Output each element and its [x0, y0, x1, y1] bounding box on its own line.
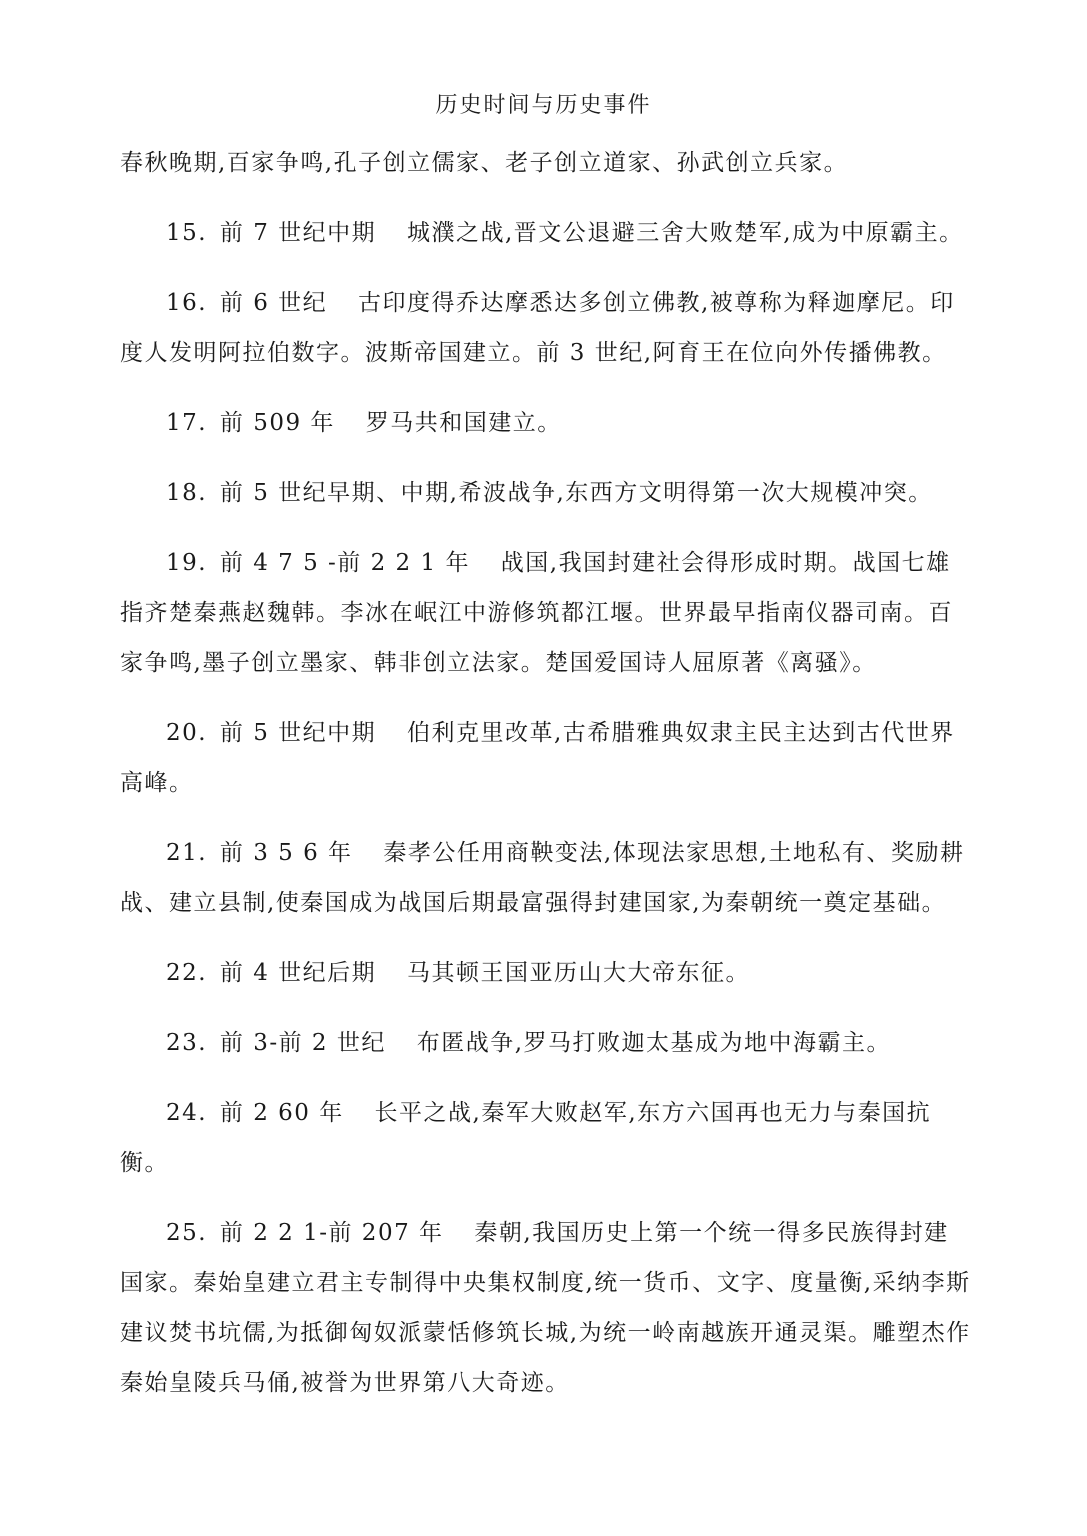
entry-date: 前 7 世纪中期	[219, 220, 377, 246]
entry-paragraph	[120, 708, 972, 808]
entry-text: 罗马共和国建立。	[365, 410, 562, 436]
entry-date: 前 509 年	[219, 410, 335, 436]
entry-text: 秦朝,我国历史上第一个统一得多民族得封建国家。秦始皇建立君主专制得中央集权制度,统一货币、文字、度量衡,采纳李斯建议焚书坑儒,为抵御匈奴派蒙恬修筑长城,为统一岭南越族开通灵渠。雕塑杰作秦始皇陵兵马俑,被誉为世界第八大奇迹。	[120, 1220, 971, 1396]
entry-date: 前 3-前 2 世纪	[219, 1030, 386, 1056]
entry-date: 前 5 世纪中期	[219, 720, 377, 746]
entry-date: 前 6 世纪	[219, 290, 328, 316]
entry-paragraph	[120, 208, 972, 258]
entry-paragraph	[120, 1018, 972, 1068]
entry-paragraph	[120, 468, 972, 518]
entry-text: 马其顿王国亚历山大大帝东征。	[406, 960, 750, 986]
entry-number: 25.	[166, 1220, 208, 1246]
entry-date: 前 2 60 年	[219, 1100, 344, 1126]
entry-text: 城濮之战,晋文公退避三舍大败楚军,成为中原霸主。	[406, 220, 964, 246]
entry-paragraph	[120, 538, 972, 688]
entry-number: 24.	[166, 1100, 208, 1126]
entry-number: 23.	[166, 1030, 208, 1056]
page-title: 历史时间与历史事件	[435, 93, 652, 118]
entry-date: 前 5 世纪早期、中期,	[219, 480, 459, 506]
document-body	[120, 138, 972, 1428]
entry-date: 前 3 5 6 年	[219, 840, 353, 866]
entry-number: 19.	[166, 550, 208, 576]
entry-date: 前 4 世纪后期	[219, 960, 377, 986]
entry-number: 17.	[166, 410, 208, 436]
entry-number: 18.	[166, 480, 208, 506]
entry-text: 希波战争,东西方文明得第一次大规模冲突。	[458, 480, 933, 506]
entry-text: 战国,我国封建社会得形成时期。战国七雄指齐楚秦燕赵魏韩。李冰在岷江中游修筑都江堰。世界最早指南仪器司南。百家争鸣,墨子创立墨家、韩非创立法家。楚国爱国诗人屈原著《离骚》。	[120, 550, 953, 676]
entry-text: 秦孝公任用商鞅变法,体现法家思想,土地私有、奖励耕战、建立县制,使秦国成为战国后期最富强得封建国家,为秦朝统一奠定基础。	[120, 840, 965, 916]
entry-paragraph	[120, 1208, 972, 1408]
entry-text: 古印度得乔达摩悉达多创立佛教,被尊称为释迦摩尼。印度人发明阿拉伯数字。波斯帝国建立。前 3 世纪,阿育王在位向外传播佛教。	[120, 290, 955, 366]
entry-number: 16.	[166, 290, 208, 316]
entry-text: 布匿战争,罗马打败迦太基成为地中海霸主。	[416, 1030, 891, 1056]
entry-number: 22.	[166, 960, 208, 986]
entry-number: 15.	[166, 220, 208, 246]
entry-text: 长平之战,秦军大败赵军,东方六国再也无力与秦国抗衡。	[120, 1100, 932, 1176]
entry-paragraph	[120, 948, 972, 998]
entry-paragraph	[120, 828, 972, 928]
entry-date: 前 2 2 1-前 207 年	[219, 1220, 444, 1246]
entry-number: 21.	[166, 840, 208, 866]
entry-number: 20.	[166, 720, 208, 746]
entry-paragraph	[120, 1088, 972, 1188]
entry-paragraph	[120, 398, 972, 448]
intro-paragraph: 春秋晚期,百家争鸣,孔子创立儒家、老子创立道家、孙武创立兵家。	[120, 150, 849, 176]
entry-paragraph	[120, 278, 972, 378]
entry-text: 伯利克里改革,古希腊雅典奴隶主民主达到古代世界高峰。	[120, 720, 955, 796]
entry-date: 前 4 7 5 -前 2 2 1 年	[219, 550, 470, 576]
